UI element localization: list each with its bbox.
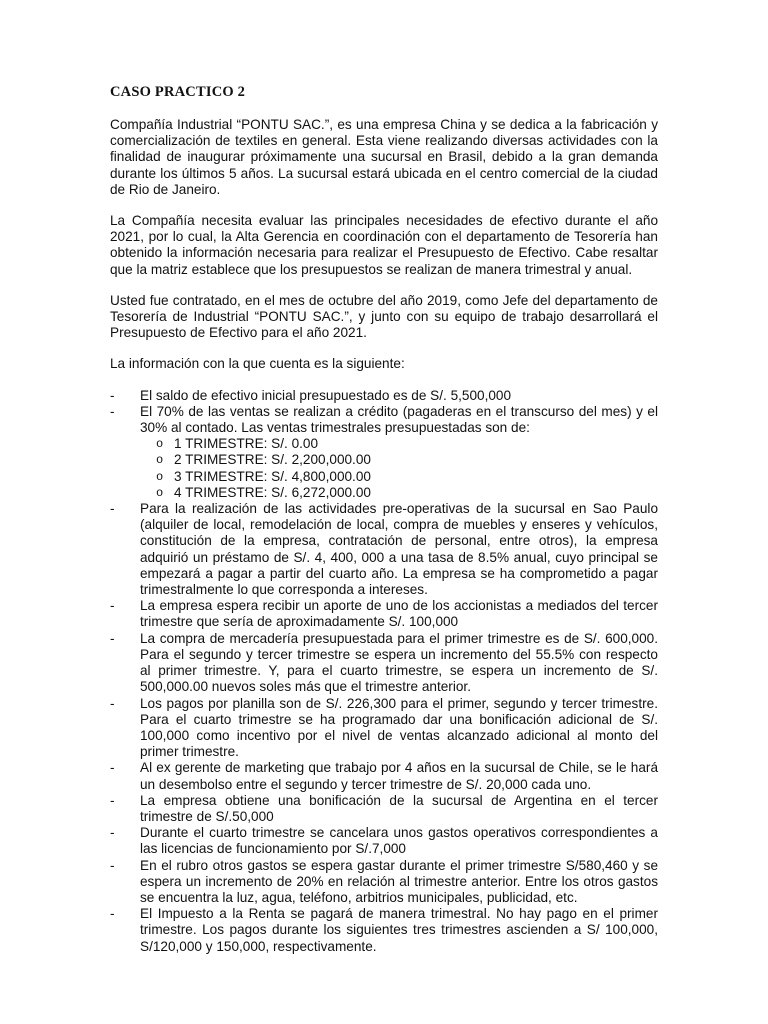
dash-marker: - [110, 598, 115, 614]
dash-marker: - [110, 792, 115, 808]
dash-marker: - [110, 630, 115, 646]
info-lead-paragraph: La información con la que cuenta es la siguiente: [110, 356, 405, 372]
circle-bullet-icon: o [156, 485, 164, 500]
info-bullet-list [110, 388, 658, 955]
circle-bullet-icon: o [156, 453, 164, 468]
list-item-text: Al ex gerente de marketing que trabajo por 4 años en la sucursal de Chile, se le hará un desembolso entre el segundo y tercer trimestre de S/. 20,000 cada uno. [140, 760, 658, 792]
list-item [110, 388, 658, 404]
dash-marker: - [110, 501, 115, 517]
list-item [110, 906, 658, 955]
dash-marker: - [110, 695, 115, 711]
list-item-text: La compra de mercadería presupuestada para el primer trimestre es de S/. 600,000. Para el segundo y tercer trimestre se espera un incremento del 55.5% con respecto al primer trimestre. Y, para el cuarto trimestre, se espera un incremento de S/. 500,000.00 nuevos soles más que el trimestre anterior. [140, 630, 658, 695]
dash-marker: - [110, 857, 115, 873]
list-item-text: Los pagos por planilla son de S/. 226,300 para el primer, segundo y tercer trimestre. Para el cuarto trimestre se ha programado dar una bonificación adicional de S/. 100,000 como incentivo por el nivel de ventas alcanzado adicional al monto del primer trimestre. [140, 695, 658, 760]
sub-list-item [140, 436, 658, 452]
sub-list-item [140, 469, 658, 485]
list-item [110, 696, 658, 761]
list-item [110, 631, 658, 696]
dash-marker: - [110, 403, 115, 419]
list-item-text: El 70% de las ventas se realizan a crédito (pagaderas en el transcurso del mes) y el 30% al contado. Las ventas trimestrales presupuestadas son de: [140, 403, 658, 436]
sub-list-item [140, 452, 658, 468]
list-item-text: La empresa espera recibir un aporte de uno de los accionistas a mediados del tercer trimestre que sería de aproximadamente S/. 100,000 [140, 598, 658, 630]
circle-bullet-icon: o [156, 469, 164, 484]
list-item [110, 404, 658, 501]
list-item [110, 858, 658, 907]
sales-quarter-text: 3 TRIMESTRE: S/. 4,800,000.00 [174, 468, 371, 484]
list-item [110, 501, 658, 598]
sales-quarter-text: 4 TRIMESTRE: S/. 6,272,000.00 [174, 484, 371, 500]
list-item [110, 760, 658, 792]
list-item-text: El Impuesto a la Renta se pagará de manera trimestral. No hay pago en el primer trimestre. Los pagos durante los siguientes tres trimestres ascienden a S/ 100,000, S/120,000 y 150,000, respectivamente. [140, 906, 658, 954]
list-item [110, 793, 658, 825]
sales-quarter-text: 1 TRIMESTRE: S/. 0.00 [174, 436, 319, 452]
list-item [110, 825, 658, 857]
needs-paragraph: La Compañía necesita evaluar las principales necesidades de efectivo durante el año 2021, por lo cual, la Alta Gerencia en coordinación con el departamento de Tesorería han obtenido la información necesaria para realizar el Presupuesto de Efectivo. Cabe resaltar que la matriz establece que los presupuestos se realizan de manera trimestral y anual. [110, 213, 658, 277]
sales-quarter-list [140, 436, 658, 501]
sales-quarter-text: 2 TRIMESTRE: S/. 2,200,000.00 [174, 452, 371, 468]
dash-marker: - [110, 906, 115, 922]
list-item-text: En el rubro otros gastos se espera gastar durante el primer trimestre S/580,460 y se espera un incremento de 20% en relación al trimestre anterior. Entre los otros gastos se encuentra la luz, agua, teléfono, arbitrios municipales, publicidad, etc. [140, 857, 658, 905]
sub-list-item [140, 485, 658, 501]
circle-bullet-icon: o [156, 437, 164, 452]
list-item [110, 598, 658, 630]
dash-marker: - [110, 825, 115, 841]
intro-paragraph: Compañía Industrial “PONTU SAC.”, es una empresa China y se dedica a la fabricación y comercialización de textiles en general. Esta viene realizando diversas actividades con la finalidad de inaugurar próximamente una sucursal en Brasil, debido a la gran demanda durante los últimos 5 años. La sucursal estará ubicada en el centro comercial de la ciudad de Rio de Janeiro. [110, 117, 658, 197]
dash-marker: - [110, 760, 115, 776]
list-item-text: Para la realización de las actividades pre-operativas de la sucursal en Sao Paulo (alquiler de local, remodelación de local, compra de muebles y enseres y vehículos, constitución de la empresa, contratación de personal, entre otros), la empresa adquirió un préstamo de S/. 4, 400, 000 a una tasa de 8.5% anual, cuyo principal se empezará a pagar a partir del cuarto año. La empresa se ha comprometido a pagar trimestralmente lo que corresponda a intereses. [140, 501, 658, 598]
list-item-text: Durante el cuarto trimestre se cancelara unos gastos operativos correspondientes a las licencias de funcionamiento por S/.7,000 [140, 825, 658, 857]
role-paragraph: Usted fue contratado, en el mes de octubre del año 2019, como Jefe del departamento de Tesorería de Industrial “PONTU SAC.”, y junto con su equipo de trabajo desarrollará el Presupuesto de Efectivo para el año 2021. [110, 292, 658, 341]
list-item-text: El saldo de efectivo inicial presupuestado es de S/. 5,500,000 [140, 387, 512, 403]
dash-marker: - [110, 387, 115, 403]
document-title: CASO PRACTICO 2 [110, 84, 246, 100]
list-item-text: La empresa obtiene una bonificación de la sucursal de Argentina en el tercer trimestre de S/.50,000 [140, 792, 658, 824]
